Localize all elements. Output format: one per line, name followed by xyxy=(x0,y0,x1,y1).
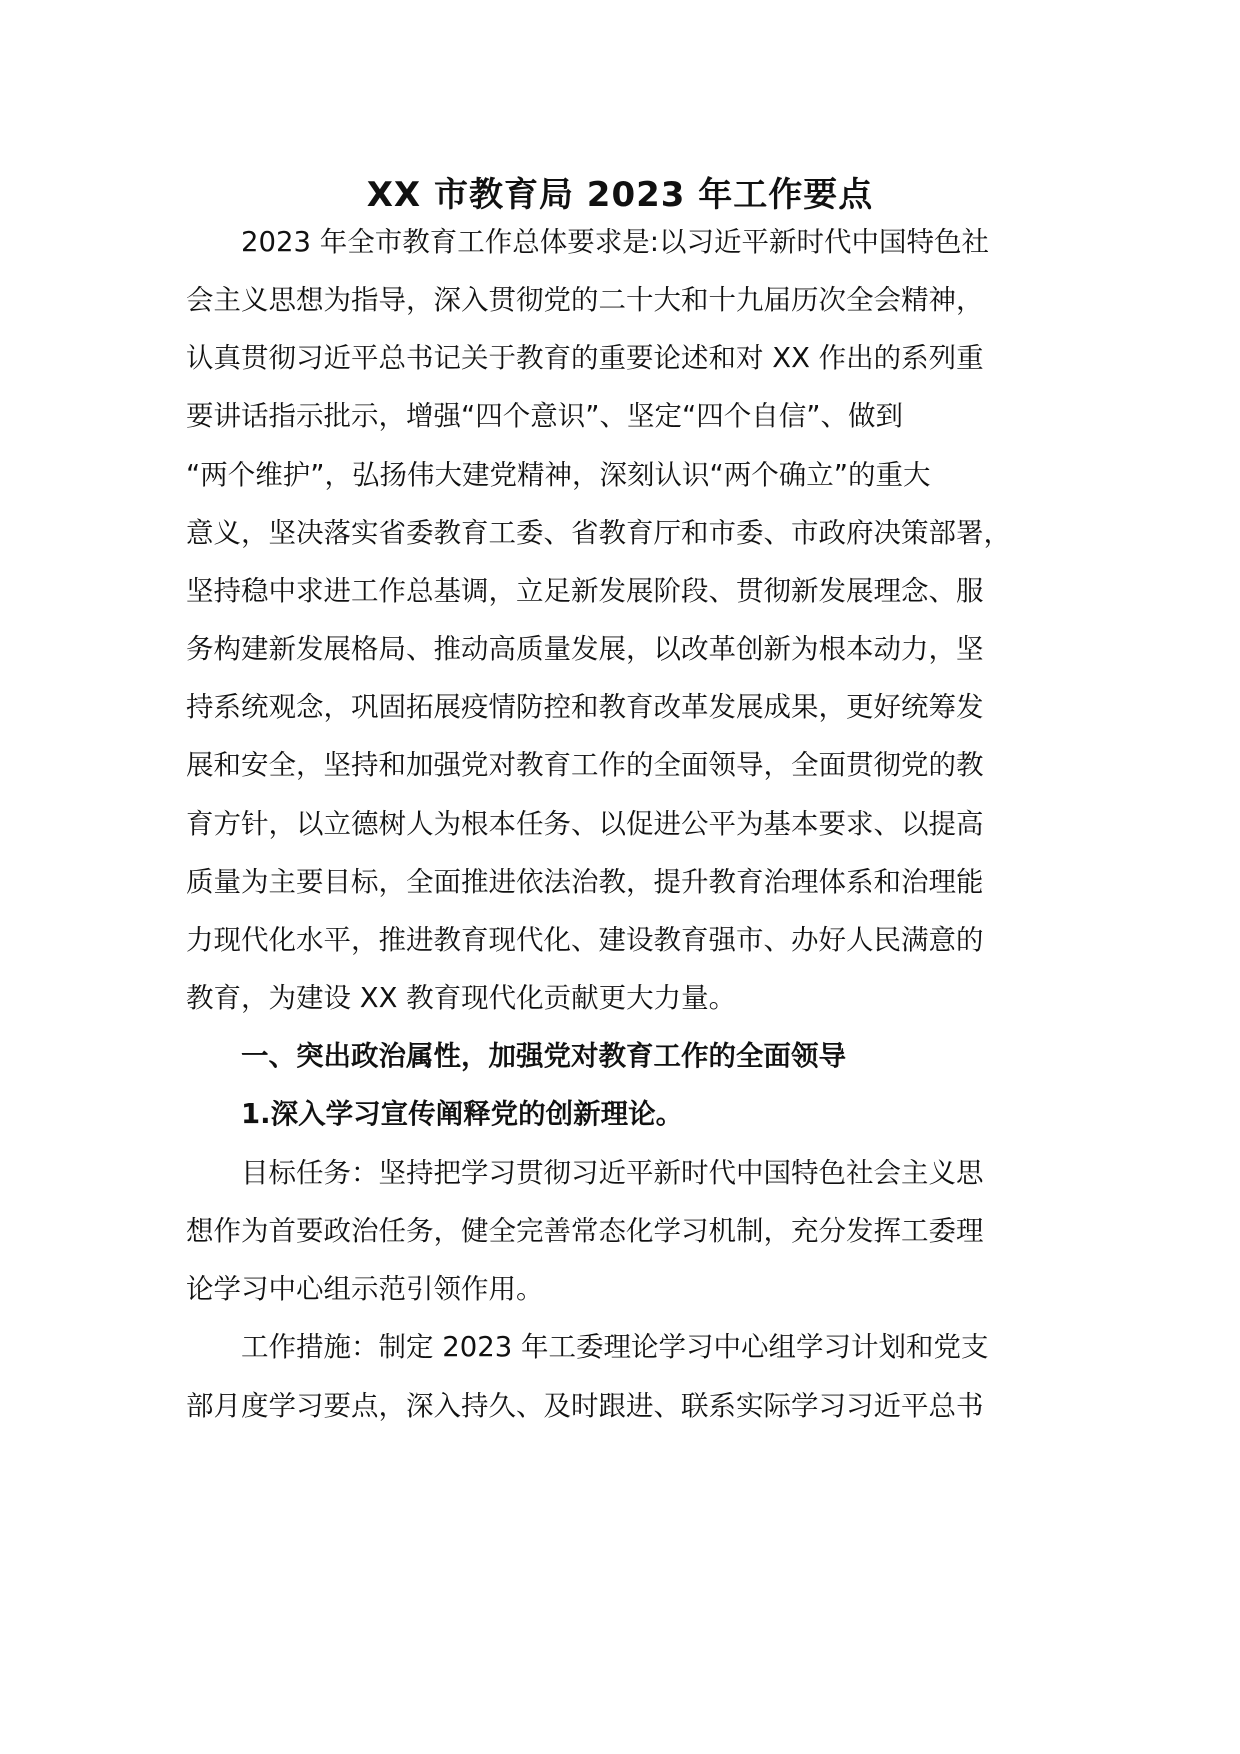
measures-line-2: 部月度学习要点，深入持久、及时跟进、联系实际学习习近平总书 xyxy=(186,1390,984,1422)
measures-line-1: 工作措施：制定 2023 年工委理论学习中心组学习计划和党支 xyxy=(186,1331,989,1363)
target-line-2: 想作为首要政治任务，健全完善常态化学习机制，充分发挥工委理 xyxy=(186,1215,984,1247)
intro-line-3: 认真贯彻习近平总书记关于教育的重要论述和对 XX 作出的系列重 xyxy=(186,342,984,374)
intro-line-5: “两个维护”，弘扬伟大建党精神，深刻认识“两个确立”的重大 xyxy=(186,459,931,491)
intro-line-10: 展和安全，坚持和加强党对教育工作的全面领导，全面贯彻党的教 xyxy=(186,749,984,781)
target-line-3: 论学习中心组示范引领作用。 xyxy=(186,1273,544,1305)
intro-line-6: 意义，坚决落实省委教育工委、省教育厅和市委、市政府决策部署， xyxy=(186,517,1011,549)
section-heading-1: 一、突出政治属性，加强党对教育工作的全面领导 xyxy=(186,1040,846,1072)
intro-line-14: 教育，为建设 XX 教育现代化贡献更大力量。 xyxy=(186,982,737,1014)
intro-line-7: 坚持稳中求进工作总基调，立足新发展阶段、贯彻新发展理念、服 xyxy=(186,575,984,607)
intro-line-11: 育方针，以立德树人为根本任务、以促进公平为基本要求、以提高 xyxy=(186,808,984,840)
intro-line-13: 力现代化水平，推进教育现代化、建设教育强市、办好人民满意的 xyxy=(186,924,984,956)
document-title: XX 市教育局 2023 年工作要点 xyxy=(366,175,874,215)
intro-line-4: 要讲话指示批示，增强“四个意识”、坚定“四个自信”、做到 xyxy=(186,400,903,432)
intro-line-8: 务构建新发展格局、推动高质量发展，以改革创新为根本动力，坚 xyxy=(186,633,984,665)
intro-line-12: 质量为主要目标，全面推进依法治教，提升教育治理体系和治理能 xyxy=(186,866,984,898)
intro-line-2: 会主义思想为指导，深入贯彻党的二十大和十九届历次全会精神， xyxy=(186,284,984,316)
intro-line-9: 持系统观念，巩固拓展疫情防控和教育改革发展成果，更好统筹发 xyxy=(186,691,984,723)
item-heading-1: 1.深入学习宣传阐释党的创新理论。 xyxy=(186,1098,684,1130)
target-line-1: 目标任务：坚持把学习贯彻习近平新时代中国特色社会主义思 xyxy=(186,1157,984,1189)
intro-line-1: 2023 年全市教育工作总体要求是:以习近平新时代中国特色社 xyxy=(186,226,989,258)
